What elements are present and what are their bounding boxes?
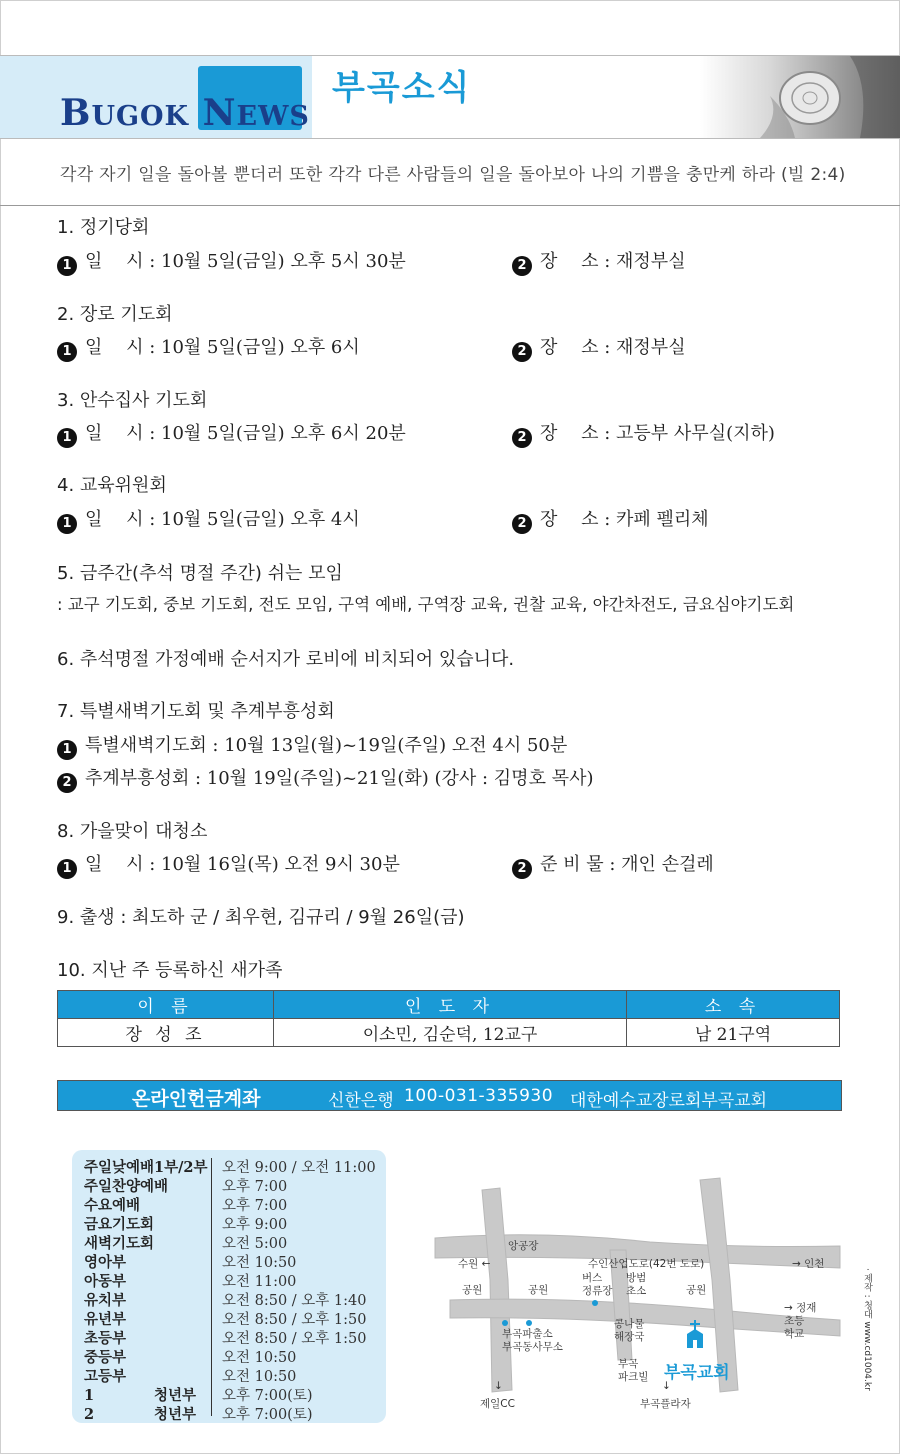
map-label-church: 부곡교회 <box>664 1363 730 1383</box>
schedule-time: 오전 9:00 / 오전 11:00 <box>222 1160 376 1176</box>
schedule-name: 아동부 <box>84 1273 127 1290</box>
table-row <box>58 1019 840 1047</box>
item-8-row: 1 일 시 : 10월 16일(목) 오전 9시 30분 2 준 비 물 : 개인 손걸레 <box>57 850 400 879</box>
bullet-2-icon: 2 <box>57 773 77 793</box>
table-header-row <box>58 991 840 1019</box>
schedule-name: 주일찬양예배 <box>84 1178 169 1195</box>
map-label-park-2: 공원 <box>528 1284 549 1296</box>
map-label-bugok-park: 부곡 파크빌 <box>618 1358 649 1383</box>
schedule-time: 오전 8:50 / 오후 1:40 <box>222 1293 367 1309</box>
schedule-divider <box>211 1158 212 1416</box>
item-1-title: 1. 정기당회 <box>57 217 150 238</box>
schedule-time: 오후 7:00 <box>222 1179 288 1195</box>
bullet-2-icon: 2 <box>512 428 532 448</box>
schedule-time: 오전 11:00 <box>222 1274 297 1290</box>
section-divider <box>0 205 900 206</box>
schedule-time: 오후 9:00 <box>222 1217 288 1233</box>
bullet-2-icon: 2 <box>512 342 532 362</box>
header-rule-bottom <box>0 138 900 139</box>
map-label-kongnamul: 콩나물 해장국 <box>614 1318 645 1343</box>
item-4-row: 1 일 시 : 10월 5일(금일) 오후 4시 2 장 소 : 카페 펠리체 <box>57 505 360 534</box>
schedule-time: 오전 10:50 <box>222 1350 297 1366</box>
schedule-name: 중등부 <box>84 1349 127 1366</box>
map-label-park-1: 공원 <box>462 1284 483 1296</box>
arrow-down-icon: ↓ <box>494 1380 503 1392</box>
worship-schedule <box>72 1150 386 1423</box>
cell-guide: 이소민, 김순덕, 12교구 <box>274 1019 627 1047</box>
schedule-name: 유치부 <box>84 1292 127 1309</box>
map-label-anggongjang: 앙공장 <box>508 1240 539 1252</box>
page-title: 부곡소식 <box>332 68 472 108</box>
schedule-time: 오전 10:50 <box>222 1369 297 1385</box>
item-2-title: 2. 장로 기도회 <box>57 304 173 325</box>
bullet-1-icon: 1 <box>57 428 77 448</box>
schedule-name: 영아부 <box>84 1254 127 1271</box>
col-header-guide: 인 도 자 <box>274 991 627 1019</box>
schedule-time: 오전 8:50 / 오후 1:50 <box>222 1312 367 1328</box>
bullet-2-icon: 2 <box>512 256 532 276</box>
account-owner: 대한예수교장로회부곡교회 <box>570 1091 768 1111</box>
item-9-title: 9. 출생 : 최도하 군 / 최우현, 김규리 / 9월 26일(금) <box>57 907 465 928</box>
item-1-row: 1 일 시 : 10월 5일(금일) 오후 5시 30분 2 장 소 : 재정부실 <box>57 247 406 276</box>
police-marker <box>502 1320 508 1326</box>
item-2-row: 1 일 시 : 10월 5일(금일) 오후 6시 2 장 소 : 재정부실 <box>57 333 360 362</box>
bullet-1-icon: 1 <box>57 740 77 760</box>
col-header-name: 이 름 <box>58 991 274 1019</box>
item-7-line-1: 1 특별새벽기도회 : 10월 13일(월)~19일(주일) 오전 4시 50분 <box>57 731 567 760</box>
schedule-time: 오전 8:50 / 오후 1:50 <box>222 1331 367 1347</box>
bullet-1-icon: 1 <box>57 342 77 362</box>
office-marker <box>526 1320 532 1326</box>
map-label-bus: 버스 정류장 <box>582 1272 613 1297</box>
decorative-photo <box>700 56 900 138</box>
col-header-group: 소 속 <box>627 991 840 1019</box>
location-map <box>420 1160 860 1420</box>
schedule-name: 새벽기도회 <box>84 1235 155 1252</box>
schedule-name: 수요예배 <box>84 1197 141 1214</box>
arrow-down-icon: ↓ <box>662 1380 671 1392</box>
schedule-time: 오후 7:00(토) <box>222 1407 313 1423</box>
schedule-time: 오후 7:00 <box>222 1198 288 1214</box>
bullet-1-icon: 1 <box>57 256 77 276</box>
item-5-title: 5. 금주간(추석 명절 주간) 쉬는 모임 <box>57 563 343 584</box>
schedule-time: 오전 10:50 <box>222 1255 297 1271</box>
schedule-name: 주일낮예배1부/2부 <box>84 1159 208 1176</box>
bullet-2-icon: 2 <box>512 859 532 879</box>
credit-text: · 제작 : 청대 www.cd1004.kr <box>862 1268 872 1391</box>
cell-group: 남 21구역 <box>627 1019 840 1047</box>
item-7-line-2: 2 추계부흥성회 : 10월 19일(주일)~21일(화) (강사 : 김명호 목사) <box>57 764 593 793</box>
bullet-1-icon: 1 <box>57 859 77 879</box>
map-label-incheon: → 인천 <box>792 1258 825 1270</box>
schedule-name: 고등부 <box>84 1368 127 1385</box>
bullet-2-icon: 2 <box>512 514 532 534</box>
map-label-park-3: 공원 <box>686 1284 707 1296</box>
account-number: 100-031-335930 <box>404 1086 554 1106</box>
map-label-police: 부곡파출소 부곡동사무소 <box>502 1328 563 1353</box>
item-10-title: 10. 지난 주 등록하신 새가족 <box>57 960 283 981</box>
item-7-title: 7. 특별새벽기도회 및 추계부흥성회 <box>57 701 335 722</box>
item-3-row: 1 일 시 : 10월 5일(금일) 오후 6시 20분 2 장 소 : 고등부 사무실(지하) <box>57 419 406 448</box>
schedule-time: 오전 5:00 <box>222 1236 288 1252</box>
map-label-road: 수인산업도로(42번 도로) <box>588 1258 705 1270</box>
item-3-title: 3. 안수집사 기도회 <box>57 390 208 411</box>
bank-name: 신한은행 <box>328 1091 394 1111</box>
item-8-title: 8. 가을맞이 대청소 <box>57 821 208 842</box>
church-icon <box>684 1320 706 1350</box>
bullet-1-icon: 1 <box>57 514 77 534</box>
item-4-title: 4. 교육위원회 <box>57 475 167 496</box>
map-label-suwon: 수원 ← <box>458 1258 491 1270</box>
item-5-line: : 교구 기도회, 중보 기도회, 전도 모임, 구역 예배, 구역장 교육, 권찰 교육, 야간차전도, 금요심야기도회 <box>57 595 795 614</box>
online-offering-label: 온라인헌금계좌 <box>132 1088 261 1110</box>
schedule-name: 2 청년부 <box>84 1406 196 1423</box>
schedule-time: 오후 7:00(토) <box>222 1388 313 1404</box>
schedule-name: 유년부 <box>84 1311 127 1328</box>
schedule-name: 1 청년부 <box>84 1387 196 1404</box>
bus-stop-marker <box>592 1300 598 1306</box>
map-label-jeilcc: 제일CC <box>480 1398 515 1410</box>
online-offering-bar <box>57 1080 842 1111</box>
map-label-crime-booth: 방범 초소 <box>626 1272 647 1297</box>
map-label-jeongjae: → 정재 초등 학교 <box>784 1302 817 1340</box>
schedule-name: 금요기도회 <box>84 1216 155 1233</box>
bible-verse: 각각 자기 일을 돌아볼 뿐더러 또한 각각 다른 사람들의 일을 돌아보아 나의 기쁨을 충만케 하라 (빌 2:4) <box>60 165 846 185</box>
schedule-name: 초등부 <box>84 1330 127 1347</box>
cell-name: 장 성 조 <box>58 1019 274 1047</box>
brand-logo: BUGOK NEWS <box>60 92 310 134</box>
item-6-title: 6. 추석명절 가정예배 순서지가 로비에 비치되어 있습니다. <box>57 649 515 670</box>
map-label-plaza: 부곡플라자 <box>640 1398 691 1410</box>
newcomers-table <box>57 990 840 1047</box>
